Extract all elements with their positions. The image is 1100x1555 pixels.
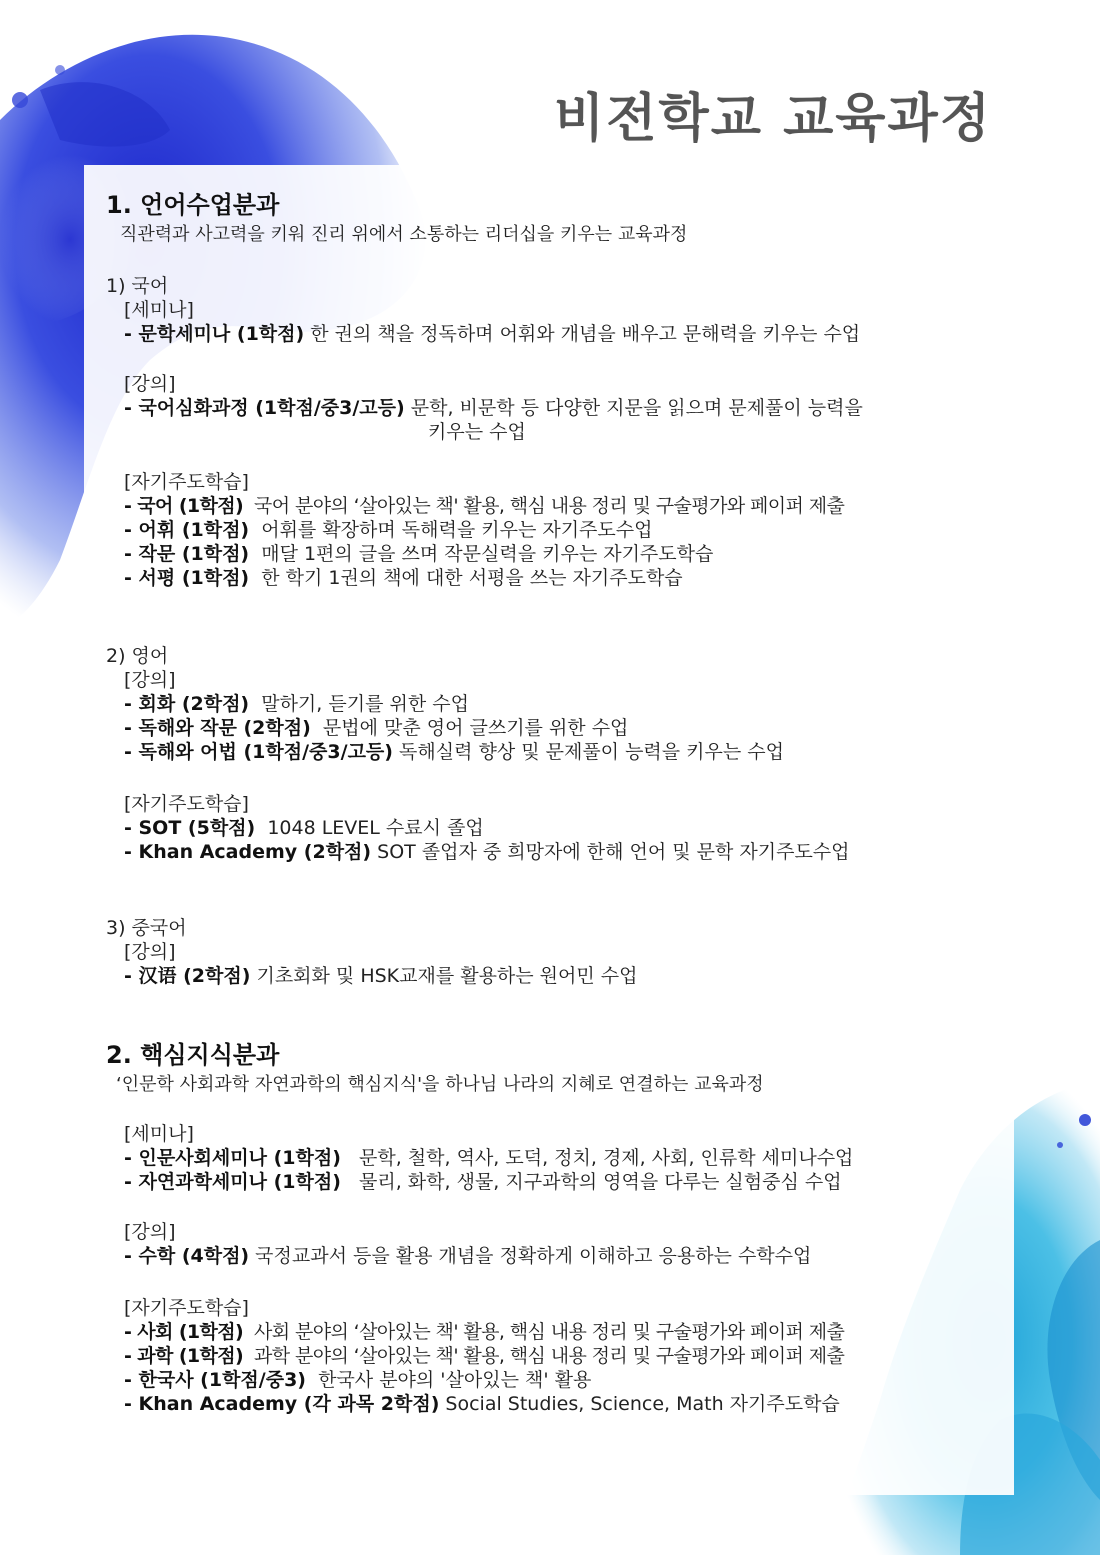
course-name: - 문학세미나 (1학점): [124, 323, 305, 345]
course-item: [124, 1244, 811, 1268]
category-label: [세미나]: [124, 299, 194, 321]
course-item: [124, 1320, 844, 1344]
course-desc: 문학, 철학, 역사, 도덕, 정치, 경제, 사회, 인류학 세미나수업: [359, 1147, 854, 1169]
course-desc: 국어 분야의 ‘살아있는 책' 활용, 핵심 내용 정리 및 구술평가와 페이퍼 제출: [254, 495, 845, 517]
course-name: - 어휘 (1학점): [124, 519, 250, 541]
category-label: [자기주도학습]: [124, 471, 249, 493]
course-desc: 한 학기 1권의 책에 대한 서평을 쓰는 자기주도학습: [261, 567, 683, 589]
course-item: [124, 692, 469, 716]
category-label: [자기주도학습]: [124, 1297, 249, 1319]
section-heading: 1. 언어수업분과: [106, 191, 280, 219]
course-desc: 국정교과서 등을 활용 개념을 정확하게 이해하고 응용하는 수학수업: [255, 1245, 812, 1267]
course-desc: 과학 분야의 ‘살아있는 책' 활용, 핵심 내용 정리 및 구술평가와 페이퍼 제출: [254, 1345, 845, 1367]
course-name: - 서평 (1학점): [124, 567, 250, 589]
subject-heading: 3) 중국어: [106, 917, 187, 939]
course-name: - 독해와 어법 (1학점/중3/고등): [124, 741, 393, 763]
course-desc: 말하기, 듣기를 위한 수업: [261, 693, 469, 715]
course-name: - Khan Academy (각 과목 2학점): [124, 1393, 440, 1415]
course-name: - 회화 (2학점): [124, 693, 250, 715]
course-item: [124, 1146, 853, 1170]
course-item: [124, 1344, 844, 1368]
course-name: - 汉语 (2학점): [124, 965, 251, 987]
course-desc: 사회 분야의 ‘살아있는 책' 활용, 핵심 내용 정리 및 구술평가와 페이퍼 제출: [254, 1321, 845, 1343]
category-label: [자기주도학습]: [124, 793, 249, 815]
course-item: [124, 1368, 591, 1392]
subject-heading: 2) 영어: [106, 645, 169, 667]
course-name: - 작문 (1학점): [124, 543, 250, 565]
course-name: - Khan Academy (2학점): [124, 841, 372, 863]
course-name: - 자연과학세미나 (1학점): [124, 1171, 341, 1193]
course-item: [124, 716, 628, 740]
course-desc: Social Studies, Science, Math 자기주도학습: [445, 1393, 840, 1415]
course-name: - 수학 (4학점): [124, 1245, 250, 1267]
course-desc: 1048 LEVEL 수료시 졸업: [267, 817, 484, 839]
category-label: [세미나]: [124, 1123, 194, 1145]
course-desc: SOT 졸업자 중 희망자에 한해 언어 및 문학 자기주도수업: [377, 841, 850, 863]
course-desc: 기초회화 및 HSK교재를 활용하는 원어민 수업: [256, 965, 638, 987]
course-desc: 매달 1편의 글을 쓰며 작문실력을 키우는 자기주도학습: [261, 543, 714, 565]
course-desc: 독해실력 향상 및 문제풀이 능력을 키우는 수업: [399, 741, 784, 763]
category-label: [강의]: [124, 373, 176, 395]
category-label: [강의]: [124, 669, 176, 691]
course-name: - SOT (5학점): [124, 817, 256, 839]
course-item: [124, 740, 784, 764]
category-label: [강의]: [124, 1221, 176, 1243]
subject-heading: 1) 국어: [106, 275, 169, 297]
course-item: [124, 964, 638, 988]
course-desc: 물리, 화학, 생물, 지구과학의 영역을 다루는 실험중심 수업: [359, 1171, 842, 1193]
course-name: - 사회 (1학점): [124, 1321, 244, 1343]
course-name: - 국어심화과정 (1학점/중3/고등): [124, 397, 405, 419]
category-label: [강의]: [124, 941, 176, 963]
section-heading: 2. 핵심지식분과: [106, 1041, 280, 1069]
course-item: [124, 840, 850, 864]
course-item: [124, 494, 844, 518]
course-desc-continued: 키우는 수업: [428, 421, 526, 443]
course-item: [124, 518, 652, 542]
course-name: - 과학 (1학점): [124, 1345, 244, 1367]
course-item: [124, 396, 863, 420]
course-item: [124, 816, 484, 840]
section-description: 직관력과 사고력을 키워 진리 위에서 소통하는 리더십을 키우는 교육과정: [120, 224, 688, 245]
course-desc: 문법에 맞춘 영어 글쓰기를 위한 수업: [322, 717, 629, 739]
course-desc: 문학, 비문학 등 다양한 지문을 읽으며 문제풀이 능력을: [410, 397, 863, 419]
course-item: [124, 1170, 842, 1194]
course-name: - 한국사 (1학점/중3): [124, 1369, 306, 1391]
course-desc: 어휘를 확장하며 독해력을 키우는 자기주도수업: [261, 519, 653, 541]
course-desc: 한국사 분야의 '살아있는 책' 활용: [318, 1369, 592, 1391]
course-name: - 독해와 작문 (2학점): [124, 717, 311, 739]
section-description: ‘인문학 사회과학 자연과학의 핵심지식'을 하나님 나라의 지혜로 연결하는 교육과정: [116, 1074, 764, 1095]
course-name: - 인문사회세미나 (1학점): [124, 1147, 341, 1169]
course-item: [124, 322, 860, 346]
page-title: 비전학교 교육과정: [554, 89, 992, 149]
course-item: [124, 542, 713, 566]
course-item: [124, 566, 683, 590]
course-name: - 국어 (1학점): [124, 495, 244, 517]
course-item: [124, 1392, 840, 1416]
course-desc: 한 권의 책을 정독하며 어휘와 개념을 배우고 문해력을 키우는 수업: [310, 323, 861, 345]
